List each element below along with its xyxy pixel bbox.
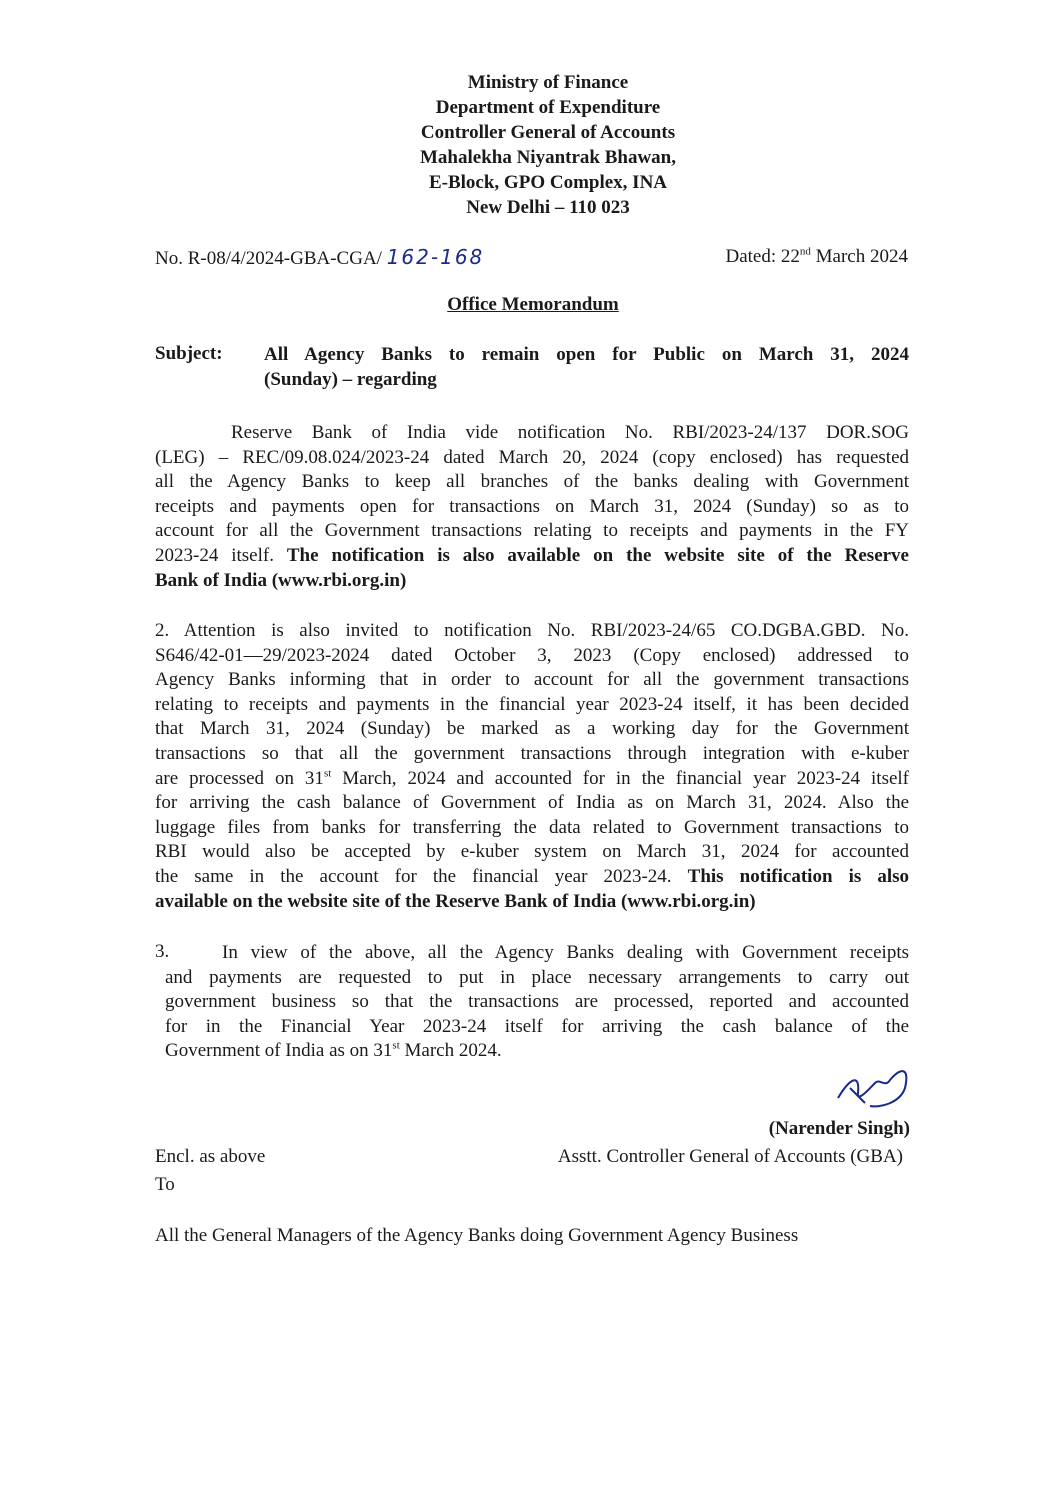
paragraph-line <box>155 519 909 544</box>
text-run: (LEG) – REC/09.08.024/2023-24 dated March 20, 2024 (copy enclosed) has requested <box>155 446 909 468</box>
text-run: and payments are requested to put in place necessary arrangements to carry out <box>165 966 909 988</box>
text-run: S646/42-01—29/2023-2024 dated October 3, 2023 (Copy enclosed) addressed to <box>155 644 909 666</box>
date-prefix: Dated: 22 <box>725 246 800 267</box>
handwritten-number: 162-168 <box>386 245 485 269</box>
paragraph-line <box>155 816 909 841</box>
subject-line: All Agency Banks to remain open for Public on March 31, 2024 <box>264 344 909 365</box>
paragraph-line <box>222 941 909 966</box>
text-run: for in the Financial Year 2023-24 itself for arriving the cash balance of the <box>165 1015 909 1037</box>
text-run: account for all the Government transactions relating to receipts and payments in the FY <box>155 520 909 542</box>
text-run: 2. Attention is also invited to notification No. RBI/2023-24/65 CO.DGBA.GBD. No. <box>155 620 909 641</box>
text-run: are processed on 31 <box>155 767 324 789</box>
text-run: relating to receipts and payments in the financial year 2023-24 itself, it has been decided <box>155 693 909 715</box>
letterhead <box>0 70 1058 220</box>
text-run: 2023-24 itself. <box>155 544 287 566</box>
text-run: RBI would also be accepted by e-kuber system on March 31, 2024 for accounted <box>155 841 909 863</box>
letterhead-line: Mahalekha Niyantrak Bhawan, <box>419 147 677 168</box>
paragraph-line <box>155 644 909 669</box>
text-run: This notification is also <box>687 865 909 887</box>
date <box>726 246 909 268</box>
text-run: Reserve Bank of India vide notification No. RBI/2023-24/137 DOR.SOG <box>231 422 909 443</box>
date-suffix: March 2024 <box>810 246 908 267</box>
letterhead-line: Department of Expenditure <box>435 97 661 118</box>
text-run: that March 31, 2024 (Sunday) be marked as a working day for the Government <box>155 718 909 740</box>
reference-number <box>155 245 484 270</box>
letterhead-line: Ministry of Finance <box>467 72 629 93</box>
paragraph-1 <box>155 421 909 593</box>
letterhead-line: E-Block, GPO Complex, INA <box>428 172 668 193</box>
letterhead-line: New Delhi – 110 023 <box>466 197 630 218</box>
reference-text: No. R-08/4/2024-GBA-CGA/ <box>155 248 382 269</box>
subject-text <box>264 343 909 392</box>
text-run: available on the website site of the Reserve Bank of India (www.rbi.org.in) <box>155 890 756 912</box>
date-sup: nd <box>799 245 811 258</box>
text-run: all the Agency Banks to keep all branches of the banks dealing with Government <box>155 471 909 493</box>
paragraph-line <box>231 421 909 446</box>
paragraph-line <box>155 767 909 792</box>
paragraph-line <box>155 791 909 816</box>
paragraph-line <box>155 544 909 569</box>
text-run: Bank of India (www.rbi.org.in) <box>155 569 407 591</box>
text-run: March 2024. <box>399 1040 502 1062</box>
paragraph-line <box>165 966 909 991</box>
paragraph-line <box>155 865 909 890</box>
to-label: To <box>155 1174 175 1195</box>
text-run: government business so that the transactions are processed, reported and accounted <box>165 991 909 1013</box>
recipients: All the General Managers of the Agency Banks doing Government Agency Business <box>155 1225 799 1246</box>
paragraph-line <box>165 1039 909 1064</box>
text-run: In view of the above, all the Agency Banks dealing with Government receipts <box>222 942 909 963</box>
subject-label: Subject: <box>155 343 223 364</box>
paragraph-line <box>155 495 909 520</box>
paragraph-line <box>155 569 909 594</box>
memo-title: Office Memorandum <box>447 294 619 315</box>
text-run: March, 2024 and accounted for in the financial year 2023-24 itself <box>331 767 910 789</box>
text-run: receipts and payments open for transactions on March 31, 2024 (Sunday) so as to <box>155 495 909 517</box>
superscript: st <box>323 767 332 780</box>
paragraph-line <box>155 840 909 865</box>
paragraph-line <box>155 668 909 693</box>
signature-icon <box>830 1058 920 1118</box>
paragraph-line <box>155 742 909 767</box>
signatory-designation: Asstt. Controller General of Accounts (GBA) <box>557 1146 903 1167</box>
paragraph-line <box>155 470 909 495</box>
paragraph-line <box>155 446 909 471</box>
paragraph-line <box>155 619 909 644</box>
text-run: transactions so that all the government transactions through integration with e-kuber <box>155 742 909 764</box>
paragraph-line <box>155 693 909 718</box>
paragraph-line <box>155 717 909 742</box>
paragraph-line <box>165 990 909 1015</box>
text-run: the same in the account for the financial year 2023-24. <box>155 865 688 887</box>
text-run: for arriving the cash balance of Government of India as on March 31, 2024. Also the <box>155 792 909 814</box>
text-run: luggage files from banks for transferring the data related to Government transactions to <box>155 816 909 838</box>
paragraph-3-number: 3. <box>155 941 170 962</box>
text-run: Agency Banks informing that in order to account for all the government transactions <box>155 669 909 691</box>
subject-line: (Sunday) – regarding <box>264 368 437 390</box>
enclosure-note: Encl. as above <box>155 1146 266 1167</box>
paragraph-3 <box>165 941 909 1064</box>
paragraph-line <box>165 1015 909 1040</box>
paragraph-line <box>155 890 909 915</box>
letterhead-line: Controller General of Accounts <box>420 122 676 143</box>
text-run: Government of India as on 31 <box>165 1040 393 1062</box>
signatory-name: (Narender Singh) <box>768 1118 910 1139</box>
paragraph-2 <box>155 619 909 914</box>
superscript: st <box>392 1040 400 1053</box>
text-run: The notification is also available on the website site of the Reserve <box>286 544 909 566</box>
